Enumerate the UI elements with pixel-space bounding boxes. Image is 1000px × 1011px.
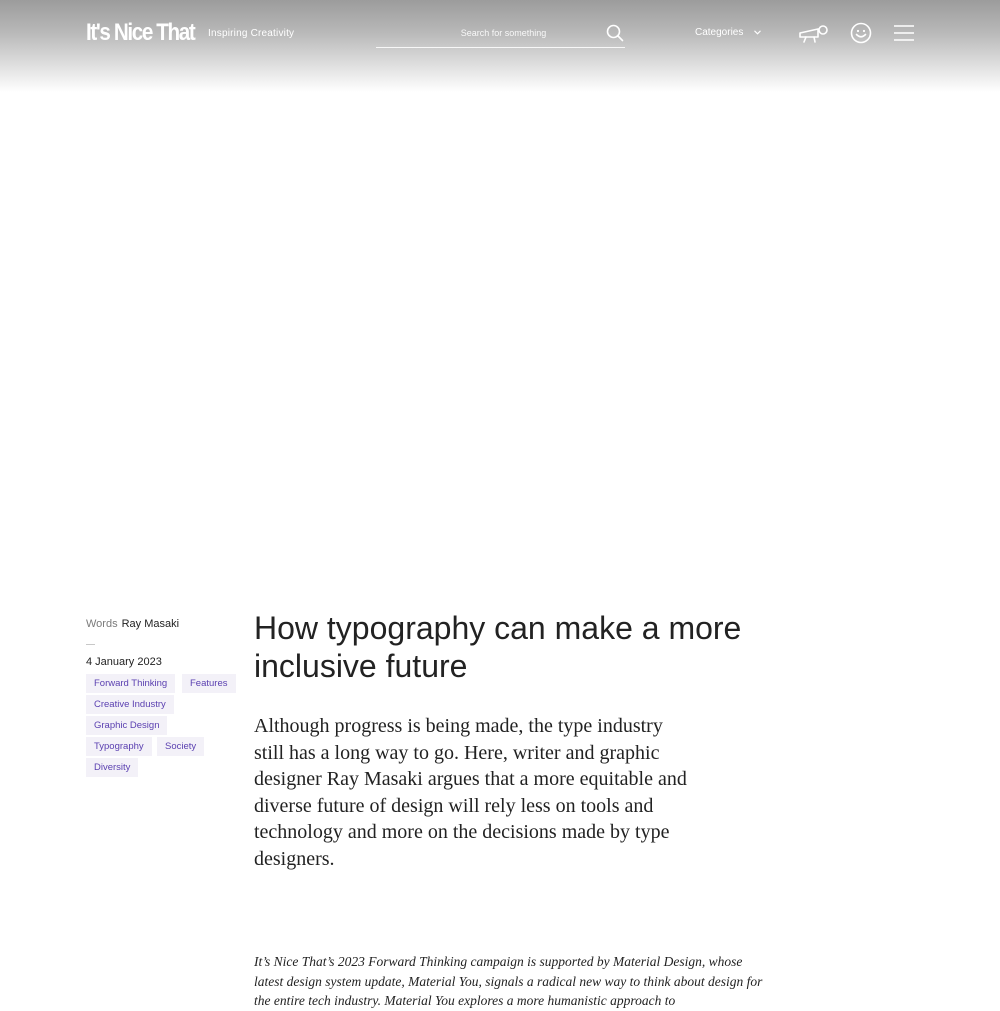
search-icon[interactable] [605, 23, 625, 43]
site-logo[interactable]: It's Nice That [86, 19, 195, 46]
tag-features[interactable]: Features [182, 674, 236, 693]
meta-divider [86, 644, 95, 645]
article-intro: It’s Nice That’s 2023 Forward Thinking campaign is supported by Material Design, whose latest design system update, Material You, signals a radical new way to think about design for the entire tech industry. Material You explores a more humanistic approach to [254, 954, 763, 1008]
menu-icon[interactable] [893, 24, 915, 42]
megaphone-icon[interactable] [798, 22, 830, 44]
chevron-down-icon [754, 27, 761, 38]
article-headline: How typography can make a more inclusive future [254, 610, 742, 684]
publish-date: 4 January 2023 [86, 656, 162, 668]
site-header [0, 0, 1000, 92]
site-tagline: Inspiring Creativity [208, 28, 295, 39]
tag-creative-industry[interactable]: Creative Industry [86, 695, 174, 714]
smiley-icon[interactable] [850, 22, 872, 44]
tag-typography[interactable]: Typography [86, 737, 152, 756]
search-bar [376, 19, 625, 48]
categories-dropdown[interactable] [695, 27, 761, 38]
tag-society[interactable]: Society [157, 737, 204, 756]
article-byline [86, 618, 179, 630]
tag-diversity[interactable]: Diversity [86, 758, 138, 777]
article-standfirst: Although progress is being made, the type industry still has a long way to go. Here, writer and graphic designer Ray Masaki argues that a more equitable and diverse future of design will rely less on tools and technology and more on the decisions made by type designers. [254, 715, 687, 870]
tag-forward-thinking[interactable]: Forward Thinking [86, 674, 175, 693]
categories-label: Categories [695, 27, 744, 39]
author-link[interactable]: Ray Masaki [121, 618, 180, 630]
search-input[interactable] [376, 19, 601, 47]
tag-graphic-design[interactable]: Graphic Design [86, 716, 167, 735]
words-label: Words [86, 618, 118, 630]
